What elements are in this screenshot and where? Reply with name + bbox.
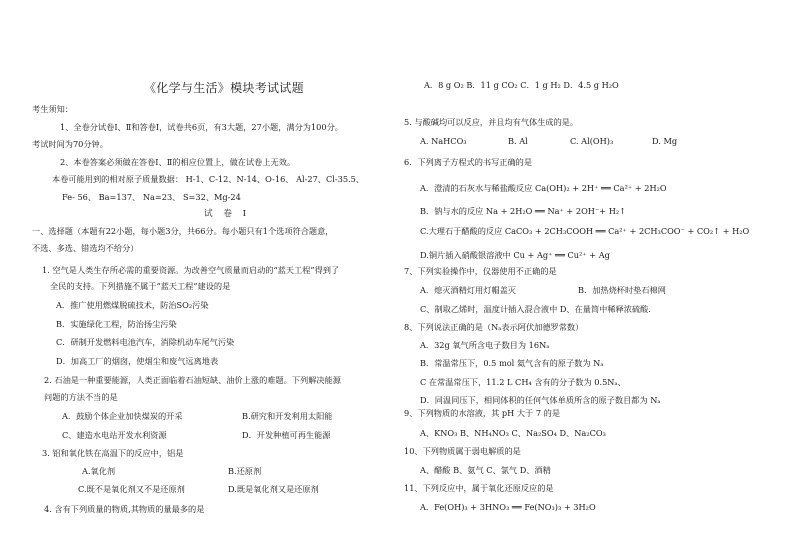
question-9-stem: 9、下列物质的水溶液，其 pH 大于 7 的是	[404, 408, 561, 418]
question-1-option-d: D．加高工厂的烟囱，使烟尘和废气远离地表	[56, 356, 219, 366]
question-6-option-b: B．钠与水的反应 Na + 2H₂O ══ Na⁺ + 2OH⁻+ H₂↑	[420, 206, 627, 216]
question-3-option-a: A.氧化剂	[82, 466, 116, 476]
question-7-option-a: A．熄灭酒精灯用灯帽盖灭	[420, 285, 516, 295]
atomic-mass-line-1: 本卷可能用到的相对原子质量数据： H-1、C-12、N-14、O-16、 Al-27、Cl-35.5、	[52, 174, 365, 184]
question-7-stem: 7、下列实验操作中，仪器使用不正确的是	[404, 266, 557, 276]
atomic-mass-line-2: Fe- 56、 Ba=137、 Na=23、 S=32、Mg-24	[62, 192, 241, 202]
question-4-options: A．8 g O₂ B．11 g CO₂ C．1 g H₂ D．4.5 g H₂O	[424, 80, 619, 90]
question-2-stem-b: 问题的方法不当的是	[44, 392, 118, 402]
question-4-stem: 4. 含有下列质量的物质,其物质的量最多的是	[44, 504, 205, 514]
section-title: 试 卷 Ⅰ	[204, 209, 251, 219]
exam-title: 《化学与生活》模块考试试题	[144, 81, 304, 95]
notice-line-2: 2、本卷答案必须做在答卷Ⅰ、Ⅱ的相应位置上，做在试卷上无效。	[60, 157, 296, 167]
part1-intro-a: 一、选择题（本题有22小题，每小题3分，共66分。每小题只有1个选项符合题意，	[32, 226, 334, 236]
question-3-option-c: C.既不是氧化剂又不是还原剂	[78, 484, 185, 494]
question-3-option-d: D.既是氧化剂又是还原剂	[228, 484, 319, 494]
question-11-stem: 11、下列反应中，属于氧化还原反应的是	[404, 483, 554, 493]
question-8-stem: 8、下列说法正确的是（Nₐ表示阿伏加德罗常数）	[404, 322, 584, 332]
question-6-option-d: D.铜片插入硝酸银溶液中 Cu + Ag⁺ ══ Cu²⁺ + Ag	[420, 250, 610, 260]
question-3-stem: 3. 铝和氧化铁在高温下的反应中，铝是	[42, 448, 184, 458]
question-8-option-c: C 在常温常压下，11.2 L CH₄ 含有的分子数为 0.5Nₐ、	[420, 377, 626, 387]
question-1-stem-b: 全民的支持。下列措施不属于“蓝天工程”建设的是	[50, 281, 231, 291]
question-5-option-d: D. Mg	[652, 136, 678, 146]
question-9-options: A、KNO₃ B、NH₄NO₃ C、Na₂SO₄ D、Na₂CO₃	[420, 428, 606, 438]
question-8-option-a: A．32g 氧气所含电子数目为 16Nₐ	[420, 340, 550, 350]
question-10-options: A、醋酸 B、氨气 C、氯气 D、酒精	[420, 465, 551, 475]
question-1-stem-a: 1. 空气是人类生存所必需的重要资源。为改善空气质量而启动的“蓝天工程”得到了	[42, 265, 340, 275]
question-2-option-d: D．开发种植可再生能源	[242, 430, 331, 440]
question-1-option-b: B．实施绿化工程，防治扬尘污染	[56, 319, 177, 329]
question-5-option-b: B. Al	[508, 136, 528, 146]
notice-heading: 考生须知：	[32, 104, 73, 114]
question-1-option-a: A．推广使用燃煤脱硫技术，防治SO₂污染	[56, 300, 209, 310]
question-2-option-b: B.研究和开发利用太阳能	[242, 411, 333, 421]
part1-intro-b: 不选、多选、错选均不给分）	[32, 243, 139, 253]
question-6-option-c: C.大理石于醋酸的反应 CaCO₃ + 2CH₃COOH ══ Ca²⁺ + 2CH₃COO⁻ + CO₂↑ + H₂O	[420, 226, 750, 236]
question-3-option-b: B.还原剂	[228, 466, 262, 476]
question-2-option-a: A．鼓励个体企业加快煤炭的开采	[62, 411, 183, 421]
question-2-stem-a: 2. 石油是一种重要能源，人类正面临着石油短缺、油价上涨的难题。下列解决能源	[44, 375, 341, 385]
question-6-option-a: A．澄清的石灰水与稀盐酸反应 Ca(OH)₂ + 2H⁺ ══ Ca²⁺ + 2H₂O	[420, 183, 667, 193]
question-7-options-cd: C、制取乙烯时，温度计插入混合液中 D、在量筒中稀释浓硫酸．	[420, 304, 657, 314]
question-1-option-c: C．研制开发燃料电池汽车，消除机动车尾气污染	[56, 337, 235, 347]
question-5-stem: 5. 与酸碱均可以反应，并且均有气体生成的是。	[404, 117, 579, 127]
notice-line-1b: 考试时间为70分钟。	[32, 139, 108, 149]
question-2-option-c: C、建造水电站开发水利资源	[62, 430, 167, 440]
question-8-option-b: B．常温常压下，0.5 mol 氦气含有的原子数为 Nₐ	[420, 358, 604, 368]
question-7-option-b: B．加热烧杯时垫石棉网	[578, 285, 666, 295]
question-11-option-a: A．Fe(OH)₃ + 3HNO₃ ══ Fe(NO₃)₃ + 3H₂O	[420, 502, 596, 512]
question-10-stem: 10、下列物质属于弱电解质的是	[404, 446, 521, 456]
question-8-option-d: D．同温同压下，相同体积的任何气体单质所含的原子数目都为 Nₐ	[420, 395, 661, 405]
question-5-option-a: A. NaHCO₃	[420, 136, 467, 146]
question-5-option-c: C. Al(OH)₃	[570, 136, 614, 146]
question-6-stem: 6．下列离子方程式的书写正确的是	[404, 157, 533, 167]
notice-line-1: 1、全卷分试卷Ⅰ、Ⅱ和答卷Ⅰ，试卷共6页，有3大题，27小题，满分为100分。	[60, 122, 343, 132]
